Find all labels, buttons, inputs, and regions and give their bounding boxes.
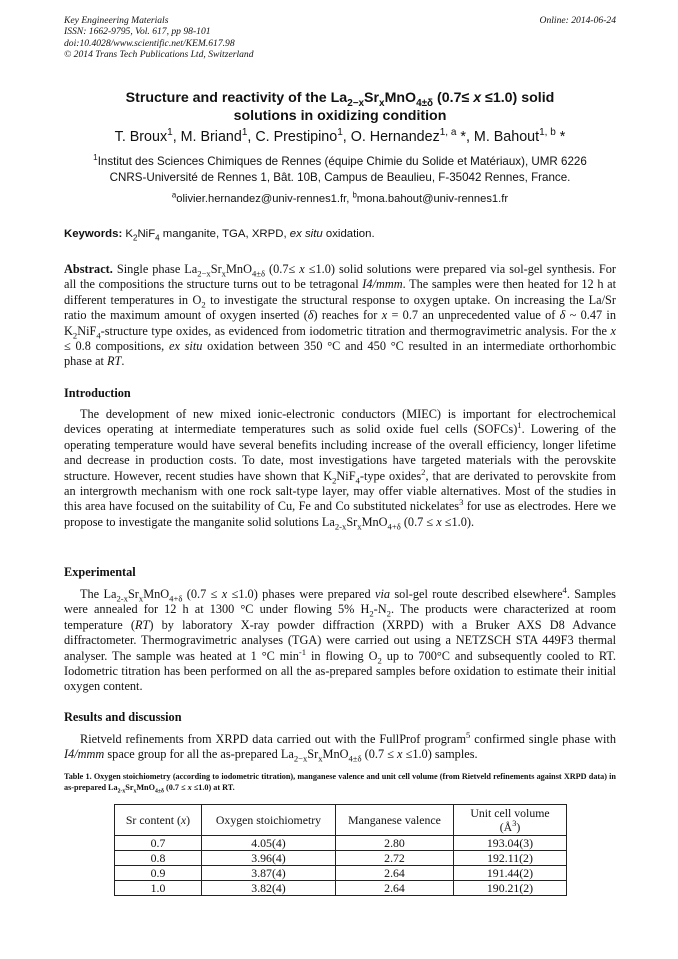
doi-line: doi:10.4028/www.scientific.net/KEM.617.98 (64, 37, 235, 49)
table-row (115, 851, 567, 866)
author-list: T. Broux$^1$, M. Briand$^1$, C. Prestipino$^1$, O. Hernandez$^{1, a}$ *, M. Bahout$^{1, b}$ * (114, 127, 566, 145)
table-cell: 193.04(3) (454, 836, 567, 851)
section-heading-introduction: Introduction (64, 386, 131, 400)
column-header: Manganese valence (336, 805, 454, 836)
table-header-row (115, 805, 567, 836)
abstract: Abstract. Single phase $La_{2-x}Sr_xMnO_{4\pm\delta}$ (0.7≤ x ≤1.0) solid solutions were prepared via sol-gel synthesis. For all the compositions the structure turns out to be tetragonal I4/mmm. The samples were then heated for 12 h at different temperatures in $O_2$ to investigate the structural response to oxygen uptake. On increasing the La/Sr ratio the maximum amount of oxygen inserted (δ) reaches for x = 0.7 an unprecedented value of δ ~ 0.47 in $K_2NiF_4$-structure type oxides, as evidenced from iodometric titration and thermogravimetric analysis. For the x ≤ 0.8 compositions, ex situ oxidation between 350 °C and 450 °C resulted in an intermediate orthorhombic phase at RT. (64, 262, 617, 369)
online-date: Online: 2014-06-24 (539, 15, 616, 26)
data-table (114, 804, 567, 896)
author: M. Briand (180, 129, 242, 145)
table-cell: 190.21(2) (454, 881, 567, 896)
section-heading-results: Results and discussion (64, 710, 182, 724)
email-link[interactable]: mona.bahout@univ-rennes1.fr (356, 193, 509, 205)
paper-title: Structure and reactivity of the $La_{2-x}Sr_xMnO_{4\pm\delta}$ (0.7≤ x ≤1.0) solid solutions in oxidizing condition (125, 90, 555, 124)
journal-name: Key Engineering Materials (64, 15, 169, 26)
table-caption: Table 1. Oxygen stoichiometry (according to iodometric titration), manganese valence and unit cell volume (from Rietveld refinements against XRPD data) in as-prepared $La_{2-x}Sr_xMnO_{4\pm\delta}$ (0.7 ≤ x ≤1.0) at RT. (64, 772, 616, 795)
introduction-paragraph: The development of new mixed ionic-electronic conductors (MIEC) is important for electrochemical devices operating at intermediate temperatures such as solid oxide fuel cells (SOFCs)$^1$. Lowering of the operating temperature would have several benefits including increase of the overall efficiency, longer lifetime and decrease in production costs. To date, most investigations have targeted materials with the perovskite structure. However, recent studies have shown that $K_2NiF_4$-type oxides$^2$, that are derivated to perovskite from an intergrowth mechanism with one rock salt-type layer, may offer viable alternatives. Most of the studies in this area have focused on the suitability of Cu, Fe and Co substituted nickelates$^3$ for use as electrodes. Here we propose to investigate the manganite solid solutions $La_{2-x}Sr_xMnO_{4+\delta}$ (0.7 ≤ x ≤1.0). (64, 407, 616, 532)
keywords: Keywords: $K_2NiF_4$ manganite, TGA, XRPD, ex situ oxidation. (64, 228, 375, 243)
author: M. Bahout (473, 129, 540, 145)
author-emails: $^a$olivier.hernandez@univ-rennes1.fr, $^b$mona.bahout@univ-rennes1.fr (171, 190, 509, 205)
table-cell: 191.44(2) (454, 866, 567, 881)
section-heading-experimental: Experimental (64, 565, 136, 579)
results-paragraph: Rietveld refinements from XRPD data carried out with the FullProf program$^5$ confirmed single phase with I4/mmm space group for all the as-prepared $La_{2-x}Sr_xMnO_{4\pm\delta}$ (0.7 ≤ x ≤1.0) samples. (64, 729, 616, 764)
table-cell: 0.7 (115, 836, 202, 851)
table-cell: 2.64 (336, 881, 454, 896)
table-row (115, 881, 567, 896)
copyright-line: © 2014 Trans Tech Publications Ltd, Switzerland (64, 48, 254, 60)
experimental-paragraph: The $La_{2-x}Sr_xMnO_{4+\delta}$ (0.7 ≤ x ≤1.0) phases were prepared via sol-gel route described elsewhere$^4$. Samples were annealed for 12 h at 1300 °C under flowing 5% $H_2-N_2$. The products were characterized at room temperature (RT) by laboratory X-ray powder diffraction (XRPD) with a Bruker AXS D8 Advance diffractometer. Thermogravimetric analyses (TGA) were carried out using a NETZSCH STA 449F3 thermal analyser. The sample was heated at 1 °C $\min^{-1}$ in flowing $O_2$ up to 700°C and subsequently cooled to RT. Iodometric titration has been performed on all the as-prepared samples before oxidation to estimate their initial oxygen content. (64, 584, 617, 694)
table-cell: 2.64 (336, 866, 454, 881)
table-cell: 0.8 (115, 851, 202, 866)
table-cell: 3.87(4) (202, 866, 336, 881)
column-header: Unit cell volume $(Å^3)$ (454, 805, 567, 836)
column-header: Oxygen stoichiometry (202, 805, 336, 836)
author: O. Hernandez (350, 129, 440, 145)
running-header (64, 15, 616, 60)
author: T. Broux (114, 129, 168, 145)
column-header: Sr content (x) (115, 805, 202, 836)
table-cell: 3.96(4) (202, 851, 336, 866)
table-cell: 3.82(4) (202, 881, 336, 896)
table-cell: 4.05(4) (202, 836, 336, 851)
table-cell: 2.72 (336, 851, 454, 866)
email-link[interactable]: olivier.hernandez@univ-rennes1.fr (176, 193, 347, 205)
author: C. Prestipino (255, 129, 338, 145)
table-cell: 0.9 (115, 866, 202, 881)
issn-line: ISSN: 1662-9795, Vol. 617, pp 98-101 (64, 26, 211, 38)
table-cell: 2.80 (336, 836, 454, 851)
table-row (115, 866, 567, 881)
table-cell: 192.11(2) (454, 851, 567, 866)
table-row (115, 836, 567, 851)
affiliation: $^1$Institut des Sciences Chimiques de Rennes (équipe Chimie du Solide et Matériaux), UMR 6226 CNRS-Université de Rennes 1, Bât. 10B, Campus de Beaulieu, F-35042 Rennes, France. (93, 153, 587, 184)
table-cell: 1.0 (115, 881, 202, 896)
